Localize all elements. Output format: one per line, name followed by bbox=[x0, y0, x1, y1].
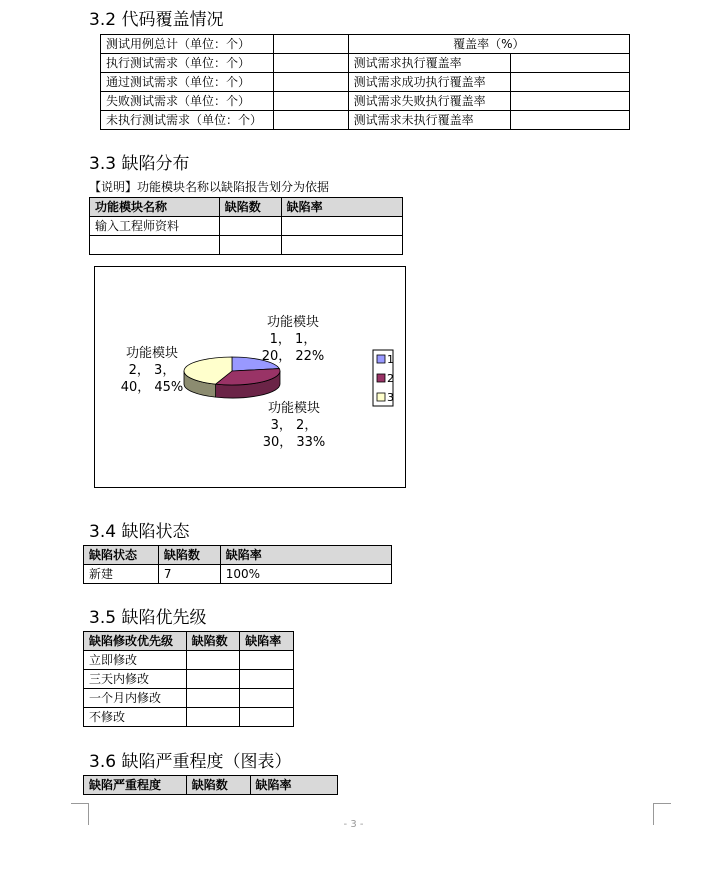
table-header-row bbox=[84, 776, 338, 795]
table-cell bbox=[219, 217, 281, 236]
table-cell: 执行测试需求（单位：个） bbox=[101, 54, 274, 73]
table-cell bbox=[281, 236, 402, 255]
table-row bbox=[84, 670, 294, 689]
column-header: 缺陷率 bbox=[250, 776, 337, 795]
slice-label-line: 2， 3， bbox=[128, 363, 176, 378]
table-cell bbox=[273, 54, 348, 73]
legend-label-1: 1 bbox=[387, 353, 394, 366]
table-cell: 不修改 bbox=[84, 708, 187, 727]
table-cell bbox=[281, 217, 402, 236]
page-number: - 3 - bbox=[343, 819, 364, 830]
slice-label-3 bbox=[263, 400, 326, 450]
pie-chart-frame bbox=[94, 266, 406, 488]
slice-label-line: 3， 2， bbox=[270, 418, 318, 433]
table-cell: 新建 bbox=[84, 565, 159, 584]
table-row bbox=[101, 111, 630, 130]
table-cell bbox=[273, 111, 348, 130]
column-header: 缺陷数 bbox=[219, 198, 281, 217]
slice-label-line: 功能模块 bbox=[267, 401, 321, 416]
table-cell bbox=[219, 236, 281, 255]
coverage-table bbox=[100, 34, 630, 130]
table-row bbox=[101, 92, 630, 111]
table-row bbox=[84, 689, 294, 708]
table-cell: 立即修改 bbox=[84, 651, 187, 670]
table-header-row bbox=[84, 546, 392, 565]
slice-label-line: 30， 33% bbox=[262, 435, 326, 450]
table-cell: 失败测试需求（单位：个） bbox=[101, 92, 274, 111]
column-header: 功能模块名称 bbox=[90, 198, 220, 217]
table-cell: 7 bbox=[158, 565, 220, 584]
column-header: 缺陷严重程度 bbox=[84, 776, 187, 795]
table-row bbox=[90, 236, 403, 255]
table-row bbox=[101, 73, 630, 92]
slice-label-line: 40， 45% bbox=[120, 380, 184, 395]
severity-table bbox=[83, 775, 338, 795]
table-header-row bbox=[90, 198, 403, 217]
table-cell bbox=[240, 708, 294, 727]
status-table bbox=[83, 545, 392, 584]
table-row bbox=[84, 565, 392, 584]
table-row bbox=[84, 651, 294, 670]
legend-label-3: 3 bbox=[387, 391, 394, 404]
slice-label-line: 功能模块 bbox=[266, 315, 320, 330]
table-cell: 100% bbox=[220, 565, 391, 584]
table-cell: 测试需求执行覆盖率 bbox=[348, 54, 510, 73]
table-cell bbox=[186, 670, 240, 689]
distribution-table bbox=[89, 197, 403, 255]
table-cell: 测试需求失败执行覆盖率 bbox=[348, 92, 510, 111]
slice-label-1 bbox=[262, 314, 325, 364]
column-header: 缺陷率 bbox=[240, 632, 294, 651]
table-cell: 未执行测试需求（单位：个） bbox=[101, 111, 274, 130]
section-heading-distribution: 3.3 缺陷分布 bbox=[89, 154, 190, 174]
slice-label-2 bbox=[121, 345, 184, 395]
table-cell: 测试需求未执行覆盖率 bbox=[348, 111, 510, 130]
table-cell: 测试需求成功执行覆盖率 bbox=[348, 73, 510, 92]
table-cell bbox=[186, 689, 240, 708]
table-cell bbox=[240, 670, 294, 689]
column-header: 缺陷状态 bbox=[84, 546, 159, 565]
section-heading-status: 3.4 缺陷状态 bbox=[89, 522, 190, 542]
priority-table bbox=[83, 631, 294, 727]
table-row bbox=[101, 35, 630, 54]
table-cell bbox=[273, 92, 348, 111]
section-heading-priority: 3.5 缺陷优先级 bbox=[89, 608, 207, 628]
table-cell bbox=[510, 54, 629, 73]
table-cell bbox=[90, 236, 220, 255]
table-cell: 通过测试需求（单位：个） bbox=[101, 73, 274, 92]
slice-label-line: 20， 22% bbox=[261, 349, 325, 364]
table-cell: 一个月内修改 bbox=[84, 689, 187, 708]
table-cell bbox=[186, 708, 240, 727]
section-heading-severity: 3.6 缺陷严重程度（图表） bbox=[89, 752, 292, 772]
column-header: 缺陷数 bbox=[186, 776, 250, 795]
pie-chart bbox=[95, 267, 405, 487]
distribution-note: 【说明】功能模块名称以缺陷报告划分为依据 bbox=[89, 180, 330, 194]
table-cell bbox=[240, 651, 294, 670]
table-cell bbox=[510, 92, 629, 111]
table-row bbox=[101, 54, 630, 73]
chart-legend bbox=[373, 350, 394, 406]
table-cell: 覆盖率（%） bbox=[348, 35, 629, 54]
column-header: 缺陷率 bbox=[220, 546, 391, 565]
legend-swatch-2 bbox=[377, 374, 385, 382]
column-header: 缺陷数 bbox=[158, 546, 220, 565]
table-cell: 测试用例总计（单位：个） bbox=[101, 35, 274, 54]
table-row bbox=[90, 217, 403, 236]
section-heading-coverage: 3.2 代码覆盖情况 bbox=[89, 10, 224, 30]
table-cell bbox=[510, 111, 629, 130]
table-cell bbox=[186, 651, 240, 670]
column-header: 缺陷数 bbox=[186, 632, 240, 651]
table-cell: 输入工程师资料 bbox=[90, 217, 220, 236]
legend-label-2: 2 bbox=[387, 372, 394, 385]
column-header: 缺陷修改优先级 bbox=[84, 632, 187, 651]
legend-swatch-3 bbox=[377, 393, 385, 401]
table-header-row bbox=[84, 632, 294, 651]
table-cell bbox=[510, 73, 629, 92]
table-cell bbox=[273, 35, 348, 54]
table-cell: 三天内修改 bbox=[84, 670, 187, 689]
table-row bbox=[84, 708, 294, 727]
column-header: 缺陷率 bbox=[281, 198, 402, 217]
slice-label-line: 1， 1， bbox=[269, 332, 317, 347]
table-cell bbox=[240, 689, 294, 708]
table-cell bbox=[273, 73, 348, 92]
slice-label-line: 功能模块 bbox=[125, 346, 179, 361]
legend-swatch-1 bbox=[377, 355, 385, 363]
